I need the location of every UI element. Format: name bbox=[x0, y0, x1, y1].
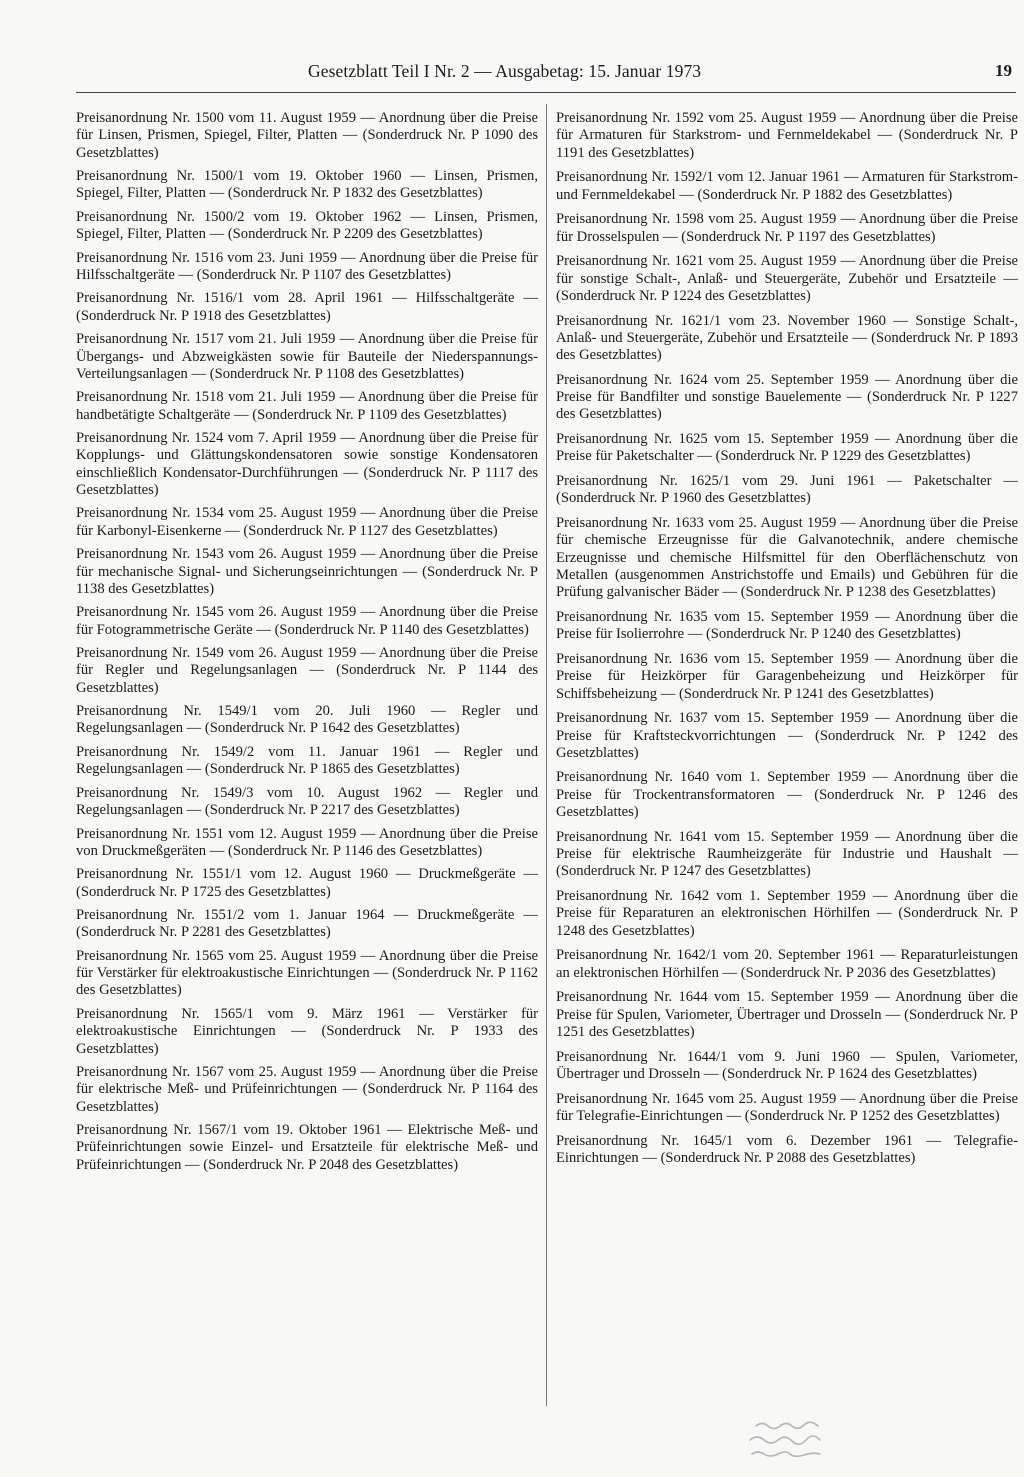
list-item: Preisanordnung Nr. 1644 vom 15. September 1959 — Anordnung über die Preise für Spulen, Variometer, Übertrager und Drosseln — (Sonderdruck Nr. P 1251 des Gesetzblattes) bbox=[556, 989, 1018, 1040]
gazette-header-title: Gesetzblatt Teil I Nr. 2 — Ausgabetag: 15. Januar 1973 bbox=[308, 61, 702, 81]
list-item: Preisanordnung Nr. 1621 vom 25. August 1959 — Anordnung über die Preise für sonstige Schalt-, Anlaß- und Steuergeräte, Zubehör und Ersatzteile — (Sonderdruck Nr. P 1224 des Gesetzblattes) bbox=[556, 253, 1018, 304]
list-item: Preisanordnung Nr. 1592/1 vom 12. Januar 1961 — Armaturen für Starkstrom- und Fernmeldekabel — (Sonderdruck Nr. P 1882 des Gesetzblattes) bbox=[556, 169, 1018, 203]
list-item: Preisanordnung Nr. 1543 vom 26. August 1959 — Anordnung über die Preise für mechanische Signal- und Sicherungseinrichtungen — (Sonderdruck Nr. P 1138 des Gesetzblattes) bbox=[76, 546, 538, 597]
list-item: Preisanordnung Nr. 1645/1 vom 6. Dezember 1961 — Telegrafie-Einrichtungen — (Sonderdruck Nr. P 2088 des Gesetzblattes) bbox=[556, 1132, 1018, 1166]
list-item: Preisanordnung Nr. 1633 vom 25. August 1959 — Anordnung über die Preise für chemische Erzeugnisse für die Galvanotechnik, andere chemische Erzeugnisse und chemische Hilfsmittel für den Oberflächenschutz von Metallen (ausgenommen Anstrichstoffe und Emails) und Gebühren für die Prüfung galvanischer Bäder — (Sonderdruck Nr. P 1238 des Gesetzblattes) bbox=[556, 515, 1018, 601]
list-item: Preisanordnung Nr. 1642 vom 1. September 1959 — Anordnung über die Preise für Reparaturen an elektronischen Hörhilfen — (Sonderdruck Nr. P 1248 des Gesetzblattes) bbox=[556, 888, 1018, 939]
list-item: Preisanordnung Nr. 1551 vom 12. August 1959 — Anordnung über die Preise von Druckmeßgeräten — (Sonderdruck Nr. P 1146 des Gesetzblattes) bbox=[76, 825, 538, 859]
list-item: Preisanordnung Nr. 1549/2 vom 11. Januar 1961 — Regler und Regelungsanlagen — (Sonderdruck Nr. P 1865 des Gesetzblattes) bbox=[76, 743, 538, 778]
list-item: Preisanordnung Nr. 1551/2 vom 1. Januar 1964 — Druckmeßgeräte — (Sonderdruck Nr. P 2281 des Gesetzblattes) bbox=[76, 907, 538, 941]
list-item: Preisanordnung Nr. 1549 vom 26. August 1959 — Anordnung über die Preise für Regler und Regelungsanlagen — (Sonderdruck Nr. P 1144 des Gesetzblattes) bbox=[76, 645, 538, 696]
list-item: Preisanordnung Nr. 1500 vom 11. August 1959 — Anordnung über die Preise für Linsen, Prismen, Spiegel, Filter, Platten — (Sonderdruck Nr. P 1090 des Gesetzblattes) bbox=[76, 110, 538, 161]
list-item: Preisanordnung Nr. 1567/1 vom 19. Oktober 1961 — Elektrische Meß- und Prüfeinrichtungen sowie Einzel- und Ersatzteile für elektrische Meß- und Prüfeinrichtungen — (Sonderdruck Nr. P 2048 des Gesetzblattes) bbox=[76, 1122, 538, 1173]
page-header bbox=[74, 61, 1014, 85]
list-item: Preisanordnung Nr. 1644/1 vom 9. Juni 1960 — Spulen, Variometer, Übertrager und Drosseln — (Sonderdruck Nr. P 1624 des Gesetzblattes) bbox=[556, 1048, 1018, 1082]
list-item: Preisanordnung Nr. 1549/3 vom 10. August 1962 — Regler und Regelungsanlagen — (Sonderdruck Nr. P 2217 des Gesetzblattes) bbox=[76, 784, 538, 819]
list-item: Preisanordnung Nr. 1551/1 vom 12. August 1960 — Druckmeßgeräte — (Sonderdruck Nr. P 1725 des Gesetzblattes) bbox=[76, 866, 538, 900]
list-item: Preisanordnung Nr. 1625 vom 15. September 1959 — Anordnung über die Preise für Paketschalter — (Sonderdruck Nr. P 1229 des Gesetzblattes) bbox=[556, 431, 1018, 465]
list-item: Preisanordnung Nr. 1624 vom 25. September 1959 — Anordnung über die Preise für Bandfilter und sonstige Bauelemente — (Sonderdruck Nr. P 1227 des Gesetzblattes) bbox=[556, 371, 1018, 423]
right-column bbox=[556, 110, 1018, 1175]
list-item: Preisanordnung Nr. 1534 vom 25. August 1959 — Anordnung über die Preise für Karbonyl-Eisenkerne — (Sonderdruck Nr. P 1127 des Gesetzblattes) bbox=[76, 505, 538, 539]
list-item: Preisanordnung Nr. 1642/1 vom 20. September 1961 — Reparaturleistungen an elektronischen Hörhilfen — (Sonderdruck Nr. P 2036 des Gesetzblattes) bbox=[556, 947, 1018, 981]
list-item: Preisanordnung Nr. 1500/2 vom 19. Oktober 1962 — Linsen, Prismen, Spiegel, Filter, Platten — (Sonderdruck Nr. P 2209 des Gesetzblattes) bbox=[76, 208, 538, 243]
list-item: Preisanordnung Nr. 1625/1 vom 29. Juni 1961 — Paketschalter — (Sonderdruck Nr. P 1960 des Gesetzblattes) bbox=[556, 473, 1018, 507]
list-item: Preisanordnung Nr. 1598 vom 25. August 1959 — Anordnung über die Preise für Drosselspulen — (Sonderdruck Nr. P 1197 des Gesetzblattes) bbox=[556, 211, 1018, 245]
page-number: 19 bbox=[995, 61, 1012, 80]
list-item: Preisanordnung Nr. 1565 vom 25. August 1959 — Anordnung über die Preise für Verstärker für elektroakustische Einrichtungen — (Sonderdruck Nr. P 1162 des Gesetzblattes) bbox=[76, 947, 538, 999]
list-item: Preisanordnung Nr. 1641 vom 15. September 1959 — Anordnung über die Preise für elektrische Raumheizgeräte für Industrie und Haushalt — (Sonderdruck Nr. P 1247 des Gesetzblattes) bbox=[556, 828, 1018, 880]
library-stamp-mark bbox=[742, 1416, 834, 1466]
list-item: Preisanordnung Nr. 1635 vom 15. September 1959 — Anordnung über die Preise für Isolierrohre — (Sonderdruck Nr. P 1240 des Gesetzblattes) bbox=[556, 608, 1018, 643]
list-item: Preisanordnung Nr. 1500/1 vom 19. Oktober 1960 — Linsen, Prismen, Spiegel, Filter, Platten — (Sonderdruck Nr. P 1832 des Gesetzblattes) bbox=[76, 168, 538, 202]
list-item: Preisanordnung Nr. 1640 vom 1. September 1959 — Anordnung über die Preise für Trockentransformatoren — (Sonderdruck Nr. P 1246 des Gesetzblattes) bbox=[556, 769, 1018, 821]
list-item: Preisanordnung Nr. 1518 vom 21. Juli 1959 — Anordnung über die Preise für handbetätigte Schaltgeräte — (Sonderdruck Nr. P 1109 des Gesetzblattes) bbox=[76, 389, 538, 423]
list-item: Preisanordnung Nr. 1592 vom 25. August 1959 — Anordnung über die Preise für Armaturen für Starkstrom- und Fernmeldekabel — (Sonderdruck Nr. P 1191 des Gesetzblattes) bbox=[556, 110, 1018, 161]
header-divider bbox=[76, 92, 1016, 93]
list-item: Preisanordnung Nr. 1524 vom 7. April 1959 — Anordnung über die Preise für Kopplungs- und Glättungskondensatoren sowie sonstige Kondensatoren einschließlich Kondensator-Durchführungen — (Sonderdruck Nr. P 1117 des Gesetzblattes) bbox=[76, 430, 538, 498]
list-item: Preisanordnung Nr. 1516 vom 23. Juni 1959 — Anordnung über die Preise für Hilfsschaltgeräte — (Sonderdruck Nr. P 1107 des Gesetzblattes) bbox=[76, 249, 538, 283]
list-item: Preisanordnung Nr. 1567 vom 25. August 1959 — Anordnung über die Preise für elektrische Meß- und Prüfeinrichtungen — (Sonderdruck Nr. P 1164 des Gesetzblattes) bbox=[76, 1064, 538, 1115]
list-item: Preisanordnung Nr. 1565/1 vom 9. März 1961 — Verstärker für elektroakustische Einrichtungen — (Sonderdruck Nr. P 1933 des Gesetzblattes) bbox=[76, 1005, 538, 1057]
list-item: Preisanordnung Nr. 1517 vom 21. Juli 1959 — Anordnung über die Preise für Übergangs- und Abzweigkästen sowie für Bauteile der Niederspannungs-Verteilungsanlagen — (Sonderdruck Nr. P 1108 des Gesetzblattes) bbox=[76, 331, 538, 382]
left-column bbox=[76, 110, 538, 1180]
list-item: Preisanordnung Nr. 1637 vom 15. September 1959 — Anordnung über die Preise für Kraftsteckvorrichtungen — (Sonderdruck Nr. P 1242 des Gesetzblattes) bbox=[556, 710, 1018, 761]
list-item: Preisanordnung Nr. 1621/1 vom 23. November 1960 — Sonstige Schalt-, Anlaß- und Steuergeräte, Zubehör und Ersatzteile — (Sonderdruck Nr. P 1893 des Gesetzblattes) bbox=[556, 312, 1018, 364]
column-divider bbox=[546, 104, 547, 1406]
list-item: Preisanordnung Nr. 1545 vom 26. August 1959 — Anordnung über die Preise für Fotogrammetrische Geräte — (Sonderdruck Nr. P 1140 des Gesetzblattes) bbox=[76, 604, 538, 638]
list-item: Preisanordnung Nr. 1645 vom 25. August 1959 — Anordnung über die Preise für Telegrafie-Einrichtungen — (Sonderdruck Nr. P 1252 des Gesetzblattes) bbox=[556, 1090, 1018, 1124]
list-item: Preisanordnung Nr. 1516/1 vom 28. April 1961 — Hilfsschaltgeräte — (Sonderdruck Nr. P 1918 des Gesetzblattes) bbox=[76, 290, 538, 324]
list-item: Preisanordnung Nr. 1636 vom 15. September 1959 — Anordnung über die Preise für Heizkörper für Garagenbeheizung und Heizkörper für Schiffsbeheizung — (Sonderdruck Nr. P 1241 des Gesetzblattes) bbox=[556, 650, 1018, 702]
list-item: Preisanordnung Nr. 1549/1 vom 20. Juli 1960 — Regler und Regelungsanlagen — (Sonderdruck Nr. P 1642 des Gesetzblattes) bbox=[76, 703, 538, 737]
